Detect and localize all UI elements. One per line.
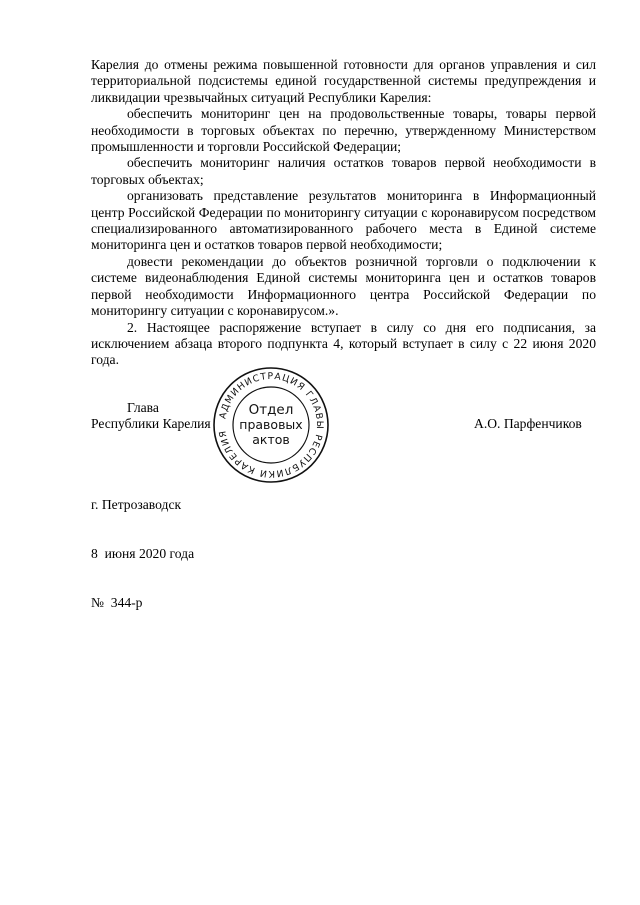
stamp-line2: правовых [239,417,303,432]
paragraph-continuation: Карелия до отмены режима повышенной готовности для органов управления и сил территориальной подсистемы единой государственной системы предупреждения и ликвидации чрезвычайных ситуаций Республики Карелия: [91,57,596,105]
city: г. Петрозаводск [91,496,182,512]
official-stamp [212,366,330,484]
signatory-name: А.О. Парфенчиков [474,416,582,431]
signatory-title [91,400,211,433]
place-date-number [91,464,194,644]
paragraph-stock-monitoring: обеспечить мониторинг наличия остатков товаров первой необходимости в торговых объектах; [91,155,596,187]
signatory-title-line2: Республики Карелия [91,416,211,432]
stamp-line3: актов [252,432,290,447]
stamp-ring-text: АДМИНИСТРАЦИЯ ГЛАВЫ РЕСПУБЛИКИ КАРЕЛИЯ [217,370,326,480]
stamp-line1: Отдел [248,402,294,418]
signatory-title-line1: Глава [127,400,159,415]
document-body [91,57,596,369]
paragraph-effective-date: 2. Настоящее распоряжение вступает в силу со дня его подписания, за исключением абзаца второго подпункта 4, который вступает в силу с 22 июня 2020 года. [91,319,596,368]
document-date: 8 июня 2020 года [91,546,195,562]
paragraph-recommendations: довести рекомендации до объектов розничной торговли о подключении к системе видеонаблюдения Единой системы мониторинга цен и остатков товаров первой необходимости Информационного центра Российской Федерации по мониторингу ситуации с коронавирусом.». [91,253,596,319]
paragraph-price-monitoring: обеспечить мониторинг цен на продовольственные товары, товары первой необходимости в торговых объектах по перечню, утвержденному Министерством промышленности и торговли Российской Федерации; [91,106,596,155]
document-number: № 344-р [91,595,143,611]
paragraph-reporting: организовать представление результатов мониторинга в Информационный центр Российской Федерации по мониторингу ситуации с коронавирусом посредством специализированного автоматизированного рабочего места в Единой системе мониторинга цен и остатков товаров первой необходимости; [91,188,596,253]
